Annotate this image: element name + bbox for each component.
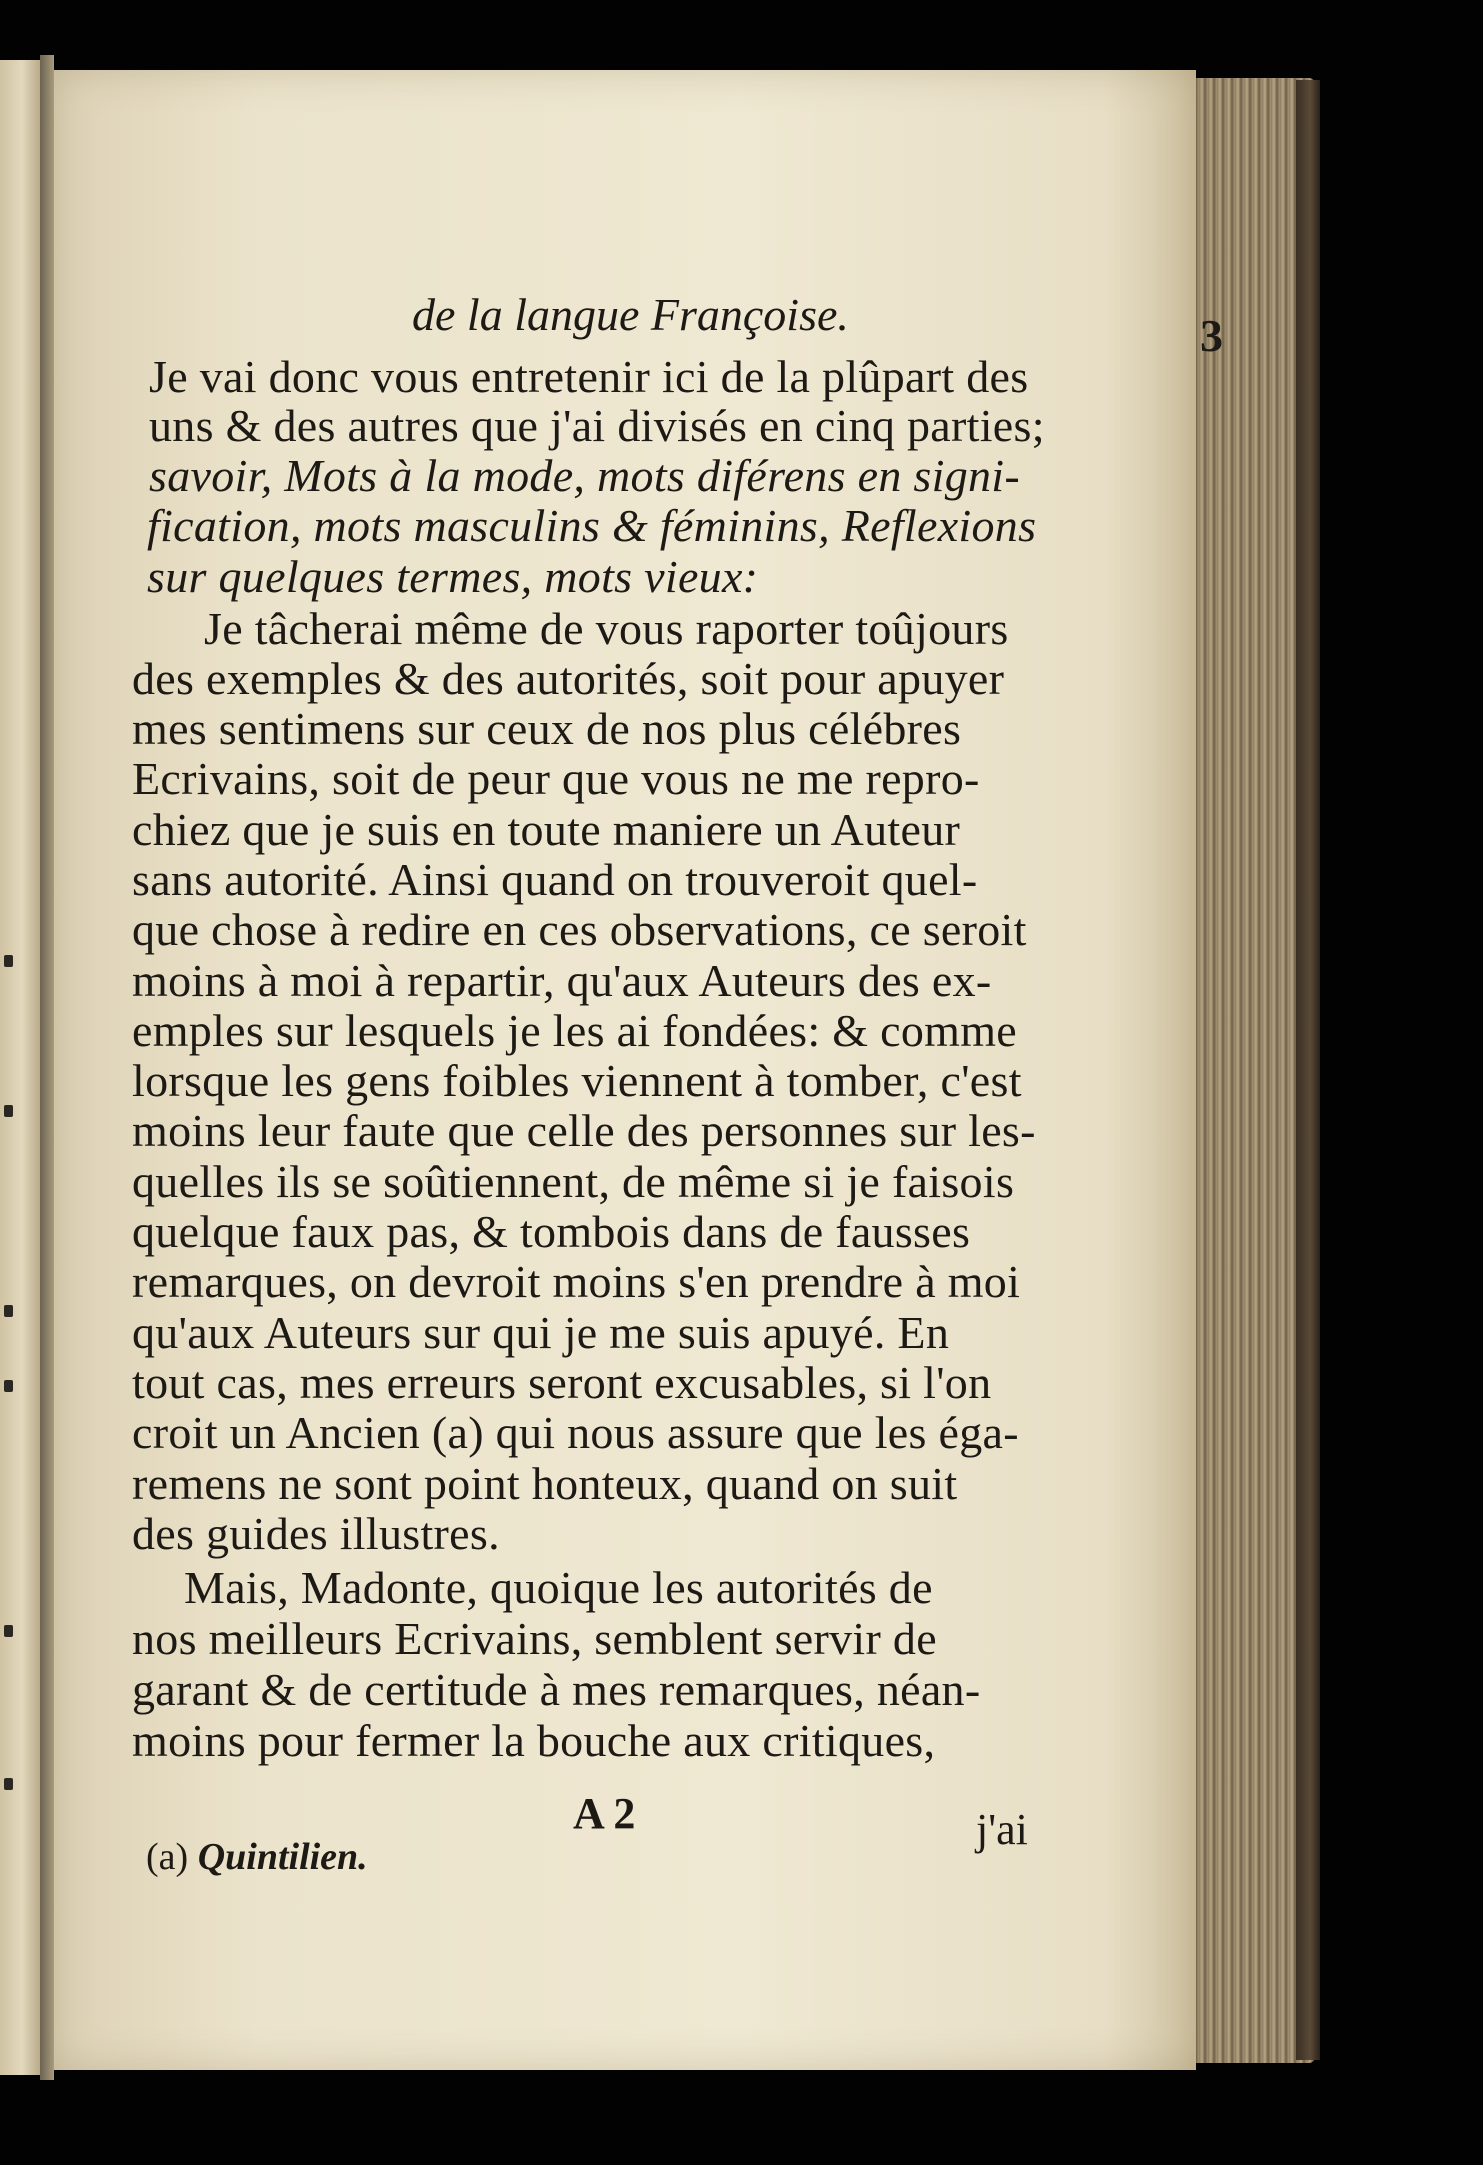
text-line: chiez que je suis en toute maniere un Auteur: [132, 804, 961, 855]
text-line: garant & de certitude à mes remarques, néan-: [132, 1664, 981, 1715]
text-line: sans autorité. Ainsi quand on trouveroit quel-: [132, 854, 978, 905]
text-line: que chose à redire en ces observations, ce seroit: [132, 904, 1027, 955]
text-line: fication, mots masculins & féminins, Reflexions: [147, 500, 1037, 551]
text-line: emples sur lesquels je les ai fondées: & comme: [132, 1005, 1018, 1056]
text-line: nos meilleurs Ecrivains, semblent servir de: [132, 1613, 937, 1664]
facing-page-ink-mark: [4, 1105, 13, 1117]
text-line: Je vai donc vous entretenir ici de la plûpart des: [149, 351, 1029, 402]
footnote-marker: (a): [146, 1836, 189, 1878]
book-gutter: [40, 55, 54, 2080]
printed-page: [54, 70, 1223, 2070]
text-line: moins leur faute que celle des personnes sur les-: [132, 1105, 1036, 1156]
text-line: lorsque les gens foibles viennent à tomber, c'est: [132, 1055, 1022, 1106]
text-line: croit un Ancien (a) qui nous assure que les éga-: [132, 1407, 1019, 1458]
text-line: quelque faux pas, & tombois dans de fausses: [132, 1206, 971, 1257]
book-cover-edge: [1296, 80, 1320, 2060]
facing-page-edge: [0, 60, 40, 2075]
facing-page-ink-mark: [4, 1625, 13, 1637]
facing-page-ink-mark: [4, 1778, 13, 1790]
page-number: 3: [1200, 310, 1223, 361]
text-line: Je tâcherai même de vous raporter toûjours: [204, 603, 1009, 654]
text-line: qu'aux Auteurs sur qui je me suis apuyé. En: [132, 1307, 950, 1358]
catchword: j'ai: [976, 1805, 1028, 1854]
footnote-text: Quintilien.: [197, 1836, 368, 1878]
text-line: tout cas, mes erreurs seront excusables, si l'on: [132, 1357, 992, 1408]
text-line: remarques, on devroit moins s'en prendre à moi: [132, 1256, 1021, 1307]
text-line: des exemples & des autorités, soit pour apuyer: [132, 653, 1005, 704]
text-line: mes sentimens sur ceux de nos plus célébres: [132, 703, 962, 754]
text-line: des guides illustres.: [132, 1508, 500, 1559]
facing-page-ink-mark: [4, 1305, 13, 1317]
text-line: remens ne sont point honteux, quand on suit: [132, 1458, 958, 1509]
signature-mark: A 2: [573, 1789, 636, 1838]
facing-page-ink-mark: [4, 1380, 13, 1392]
text-line: Mais, Madonte, quoique les autorités de: [184, 1562, 933, 1613]
running-head: de la langue Françoise.: [412, 289, 849, 340]
text-line: savoir, Mots à la mode, mots diférens en signi-: [149, 450, 1021, 501]
text-line: uns & des autres que j'ai divisés en cinq parties;: [149, 400, 1045, 451]
text-line: sur quelques termes, mots vieux:: [147, 551, 759, 602]
text-line: quelles ils se soûtiennent, de même si je faisois: [132, 1156, 1015, 1207]
text-line: moins à moi à repartir, qu'aux Auteurs des ex-: [132, 955, 992, 1006]
text-line: Ecrivains, soit de peur que vous ne me repro-: [132, 753, 980, 804]
footnote: [146, 1838, 368, 1876]
facing-page-ink-mark: [4, 955, 13, 967]
text-line: moins pour fermer la bouche aux critiques,: [132, 1715, 936, 1766]
